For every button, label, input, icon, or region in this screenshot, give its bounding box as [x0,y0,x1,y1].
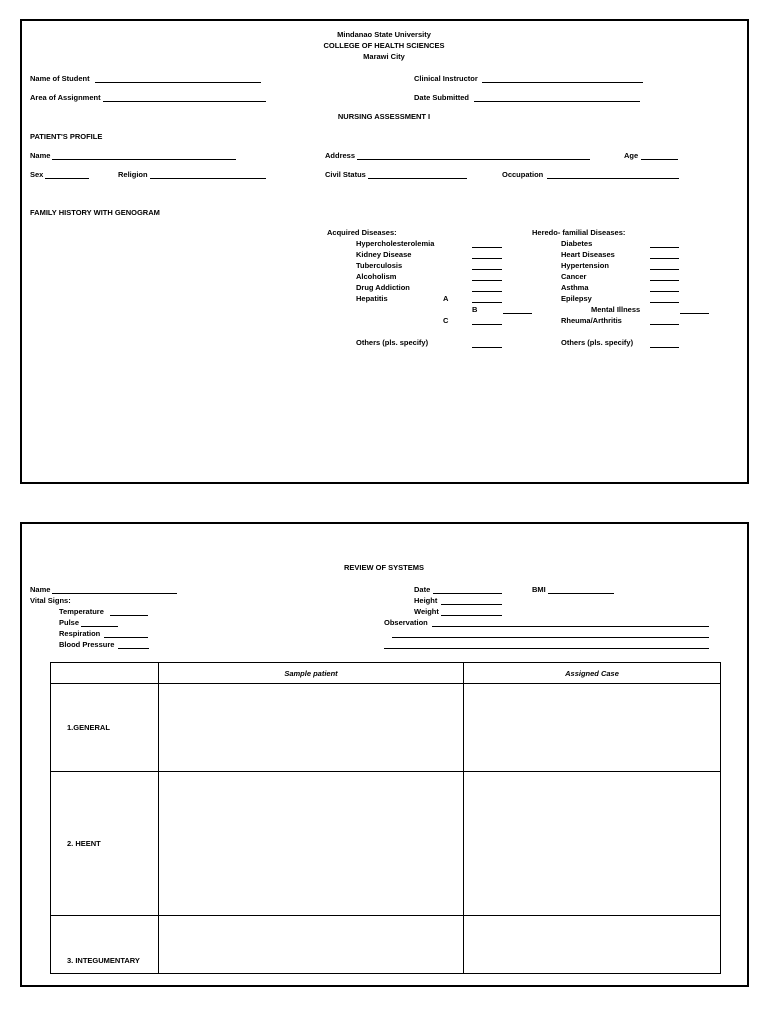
blood-pressure-line[interactable] [118,648,149,649]
table-header-empty [51,663,159,684]
heredo-item-line[interactable] [650,280,679,281]
date-submitted-line[interactable] [474,101,640,102]
table-cell-assigned[interactable] [464,684,721,772]
heredo-diseases-heading: Heredo- familial Diseases: [532,228,626,237]
university-name: Mindanao State University [337,30,431,39]
table-header-assigned-case: Assigned Case [464,663,721,684]
table-row [51,916,721,974]
age-label: Age [624,151,639,160]
religion-line[interactable] [150,178,266,179]
row-label-general: 1.GENERAL [51,684,159,772]
table-cell-sample[interactable] [159,916,464,974]
occupation-line[interactable] [547,178,679,179]
acquired-item: Alcoholism [356,272,397,281]
patient-name-line[interactable] [52,159,236,160]
acquired-diseases-heading: Acquired Diseases: [327,228,397,237]
acquired-others-label: Others (pls. specify) [356,338,429,347]
hepatitis-b-line[interactable] [503,313,532,314]
row-label-integumentary: 3. INTEGUMENTARY [51,916,159,974]
hepatitis-a-label: A [443,294,449,303]
pulse-line[interactable] [81,626,118,627]
acquired-item: Hypercholesterolemia [356,239,435,248]
clinical-instructor-line[interactable] [482,82,643,83]
acquired-item: Hepatitis [356,294,388,303]
respiration-label: Respiration [59,629,101,638]
date-line[interactable] [433,593,502,594]
heredo-others-line[interactable] [650,347,679,348]
acquired-item: Drug Addiction [356,283,410,292]
heredo-item: Diabetes [561,239,593,248]
heredo-item: Heart Diseases [561,250,615,259]
area-of-assignment-label: Area of Assignment [30,93,101,102]
blood-pressure-label: Blood Pressure [59,640,115,649]
review-of-systems-title: REVIEW OF SYSTEMS [343,563,424,572]
observation-line[interactable] [392,637,709,638]
acquired-item-line[interactable] [472,291,502,292]
civil-status-line[interactable] [368,178,467,179]
college-name: COLLEGE OF HEALTH SCIENCES [323,41,445,50]
table-cell-sample[interactable] [159,684,464,772]
table-header-row [51,663,721,684]
date-label: Date [414,585,431,594]
patient-profile-heading: PATIENT'S PROFILE [30,132,103,141]
name-of-student-label: Name of Student [30,74,90,83]
form-title: NURSING ASSESSMENT I [337,112,431,121]
heredo-item: Epilepsy [561,294,592,303]
address-line[interactable] [357,159,590,160]
heredo-item-line[interactable] [650,291,679,292]
table-header-sample-patient: Sample patient [159,663,464,684]
table-cell-assigned[interactable] [464,772,721,916]
acquired-item-line[interactable] [472,269,502,270]
patient-name-label: Name [30,151,51,160]
acquired-item: Tuberculosis [356,261,403,270]
family-history-heading: FAMILY HISTORY WITH GENOGRAM [30,208,160,217]
bmi-label: BMI [532,585,546,594]
acquired-item: Kidney Disease [356,250,412,259]
table-row [51,684,721,772]
occupation-label: Occupation [502,170,544,179]
clinical-instructor-label: Clinical Instructor [414,74,478,83]
respiration-line[interactable] [104,637,148,638]
acquired-item-line[interactable] [472,247,502,248]
height-label: Height [414,596,438,605]
weight-label: Weight [414,607,439,616]
heredo-item-line[interactable] [650,269,679,270]
bmi-line[interactable] [548,593,614,594]
address-label: Address [325,151,356,160]
civil-status-label: Civil Status [325,170,366,179]
city-name: Marawi City [363,52,405,61]
acquired-item-line[interactable] [472,258,502,259]
hepatitis-a-line[interactable] [472,302,502,303]
area-of-assignment-line[interactable] [103,101,266,102]
observation-line[interactable] [384,648,709,649]
observation-line[interactable] [432,626,709,627]
table-cell-sample[interactable] [159,772,464,916]
row-label-heent: 2. HEENT [51,772,159,916]
religion-label: Religion [118,170,148,179]
observation-label: Observation [384,618,428,627]
heredo-item-line[interactable] [650,258,679,259]
heredo-item: Cancer [561,272,587,281]
acquired-item-line[interactable] [472,280,502,281]
heredo-item-line[interactable] [650,247,679,248]
mental-illness-line[interactable] [680,313,709,314]
ros-name-label: Name [30,585,51,594]
height-line[interactable] [441,604,502,605]
hepatitis-c-label: C [443,316,449,325]
name-of-student-line[interactable] [95,82,261,83]
table-row [51,772,721,916]
vital-signs-label: Vital Signs: [30,596,71,605]
sex-line[interactable] [45,178,89,179]
acquired-others-line[interactable] [472,347,502,348]
sex-label: Sex [30,170,44,179]
temperature-label: Temperature [59,607,104,616]
hepatitis-b-label: B [472,305,478,314]
heredo-item-line[interactable] [650,302,679,303]
age-line[interactable] [641,159,678,160]
ros-name-line[interactable] [52,593,177,594]
table-cell-assigned[interactable] [464,916,721,974]
temperature-line[interactable] [110,615,148,616]
review-of-systems-table [50,662,721,974]
pulse-label: Pulse [59,618,80,627]
date-submitted-label: Date Submitted [414,93,470,102]
rheuma-label: Rheuma/Arthritis [561,316,622,325]
heredo-item: Asthma [561,283,589,292]
heredo-item: Hypertension [561,261,609,270]
rheuma-line[interactable] [650,324,679,325]
mental-illness-label: Mental Illness [591,305,641,314]
heredo-others-label: Others (pls. specify) [561,338,634,347]
hepatitis-c-line[interactable] [472,324,502,325]
weight-line[interactable] [441,615,502,616]
